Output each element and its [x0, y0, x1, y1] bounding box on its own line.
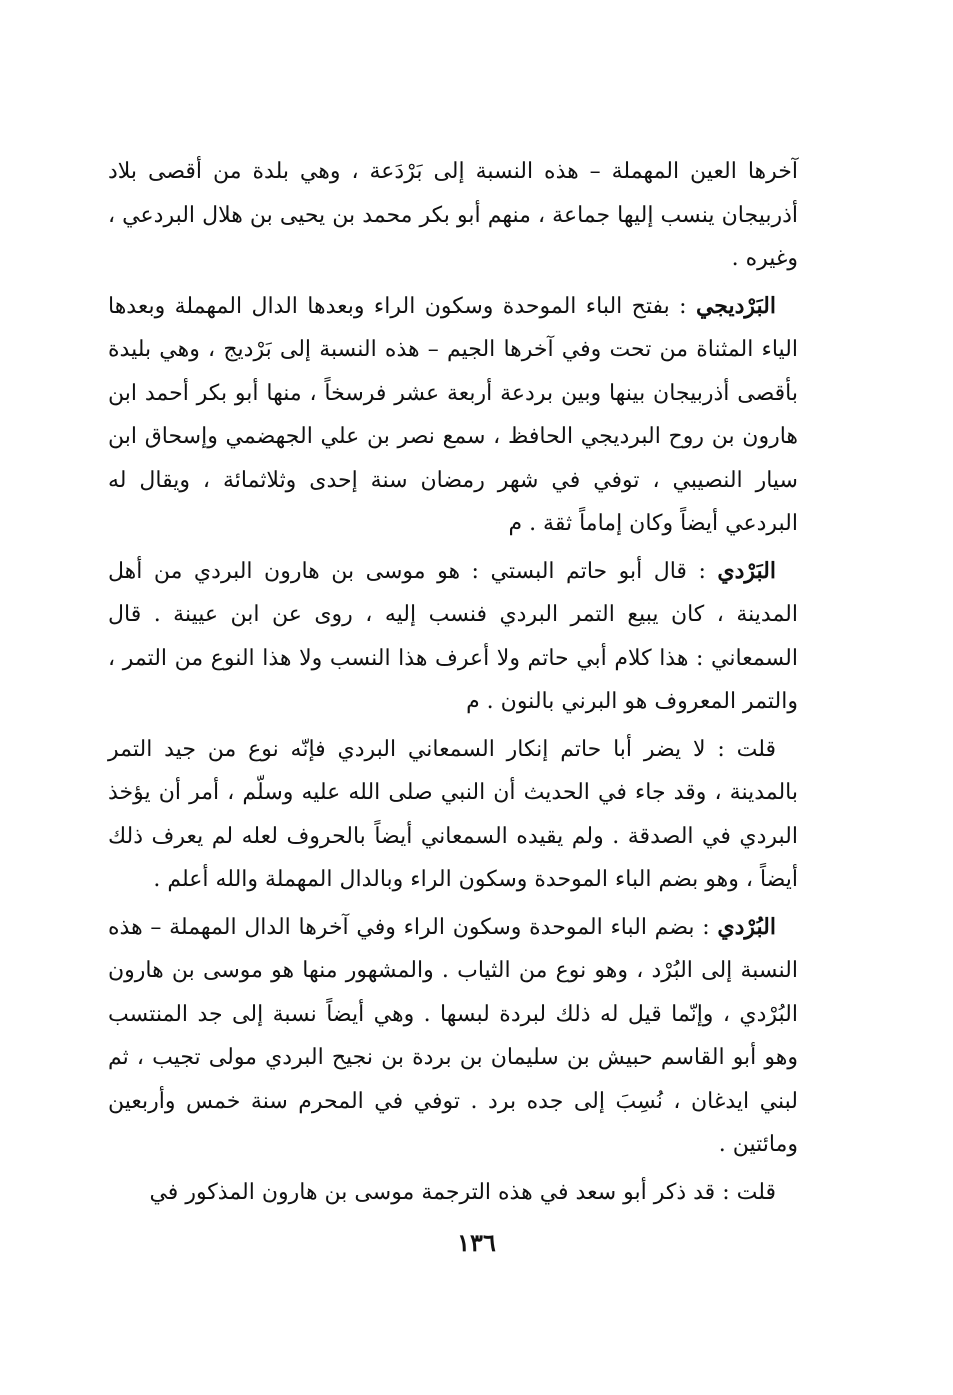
headword-bardiji: البَرْديجي	[695, 292, 776, 319]
paragraph-qultu-second	[108, 1171, 798, 1215]
paragraph-text: قلت : قد ذكر أبو سعد في هذه الترجمة موسى بن هارون المذكور في	[149, 1179, 776, 1205]
paragraph-text: : بضم الباء الموحدة وسكون الراء وفي آخرها الدال المهملة – هذه النسبة إلى البُرْد ، وهو نوع من الثياب . والمشهور منها هو موسى بن هارون البُرْدي ، وإنّما قيل له ذلك لبردة لبسها . وهي أيضاً نسبة إلى جد المنتسب وهو أبو القاسم حبيش بن سليمان بن بردة بن نجيح البردي مولى تجيب ، ثم لبني ايدغان ، نُسِبَ إلى جده برد . توفي في المحرم سنة خمس وأربعين ومائتين .	[108, 914, 798, 1157]
headword-burdi-damma: البُرْدي	[717, 913, 776, 940]
paragraph-text: آخرها العين المهملة – هذه النسبة إلى بَرْدَعة ، وهي بلدة من أقصى بلاد أذربيجان ينسب إليها جماعة ، منهم أبو بكر محمد بن يحيى بن هلال البردعي ، وغيره .	[108, 159, 798, 271]
paragraph-text: : قال أبو حاتم البستي : هو موسى بن هارون البردي من أهل المدينة ، كان يبيع التمر البردي فنسب إليه ، روى عن ابن عيينة . قال السمعاني : هذا كلام أبي حاتم ولا أعرف هذا النسب ولا هذا النوع من التمر ، والتمر المعروف هو البرني بالنون . م	[108, 558, 798, 714]
entry-bardi-fatha	[108, 550, 798, 724]
entry-bardiji	[108, 285, 798, 546]
paragraph-text: قلت : لا يضر أبا حاتم إنكار السمعاني البردي فإنّه نوع من جيد التمر بالمدينة ، وقد جاء في الحديث أن النبي صلى الله عليه وسلّم ، أمر أن يؤخذ البردي في الصدقة . ولم يقيده السمعاني أيضاً بالحروف لعله لم يعرف ذلك أيضاً ، وهو بضم الباء الموحدة وسكون الراء وبالدال المهملة والله أعلم .	[108, 736, 798, 892]
page-number: ١٣٦	[457, 1228, 496, 1257]
headword-bardi-fatha: البَرْدي	[717, 557, 776, 584]
paragraph-bardaa-continuation	[108, 150, 798, 281]
entry-burdi-damma	[108, 906, 798, 1167]
paragraph-qultu-first	[108, 728, 798, 902]
page-text-block	[108, 150, 798, 1300]
paragraph-text: : بفتح الباء الموحدة وسكون الراء وبعدها الدال المهملة وبعدها الياء المثناة من تحت وفي آخرها الجيم – هذه النسبة إلى بَرْديج ، وهي بليدة بأقصى أذربيجان بينها وبين بردعة أربعة عشر فرسخاً ، منها أبو بكر أحمد ابن هارون بن روح البرديجي الحافظ ، سمع نصر بن علي الجهضمي وإسحاق ابن سيار النصيبي ، توفي في شهر رمضان سنة إحدى وثلاثمائة ، ويقال له البردعي أيضاً وكان إماماً ثقة . م	[108, 293, 798, 536]
